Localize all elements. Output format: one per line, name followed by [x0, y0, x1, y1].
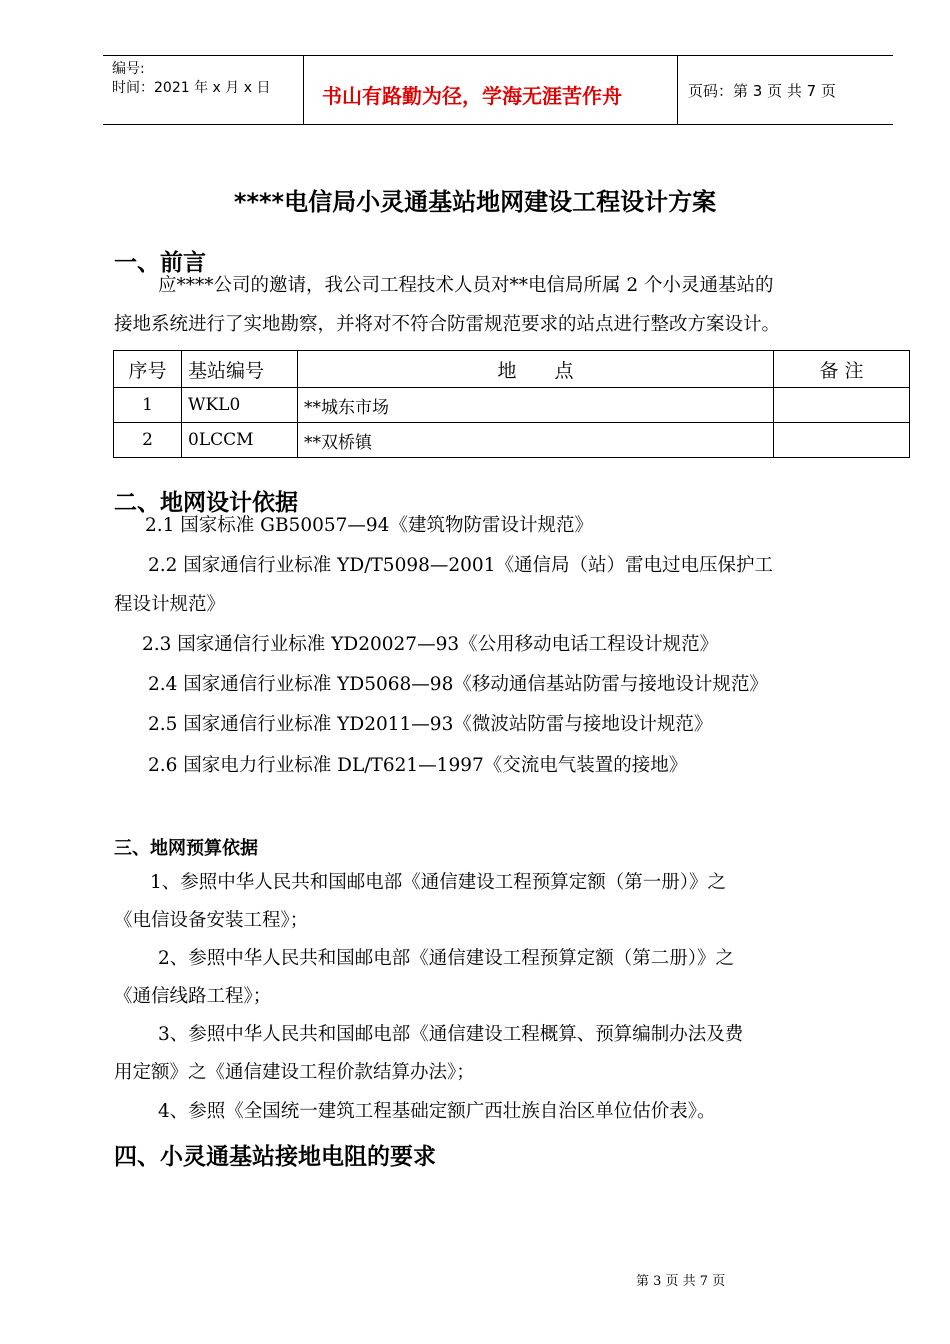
table-row — [114, 388, 910, 423]
cell-location: **双桥镇 — [298, 423, 774, 458]
col-header-station-code: 基站编号 — [182, 351, 298, 388]
cell-location: **城东市场 — [298, 388, 774, 423]
budget-basis-item: 2、参照中华人民共和国邮电部《通信建设工程预算定额（第二册）》之 — [158, 948, 735, 969]
preface-line-2: 接地系统进行了实地勘察，并将对不符合防雷规范要求的站点进行整改方案设计。 — [114, 314, 781, 335]
budget-basis-item: 3、参照中华人民共和国邮电部《通信建设工程概算、预算编制办法及费 — [158, 1024, 744, 1045]
budget-basis-item-continued: 《通信线路工程》； — [114, 986, 272, 1007]
table-row — [114, 423, 910, 458]
section-heading-preface: 一、前言 — [114, 250, 206, 276]
design-basis-item: 2.1 国家标准 GB50057—94《建筑物防雷设计规范》 — [145, 515, 593, 536]
design-basis-item: 2.5 国家通信行业标准 YD2011—93《微波站防雷与接地设计规范》 — [148, 714, 713, 735]
budget-basis-item: 1、参照中华人民共和国邮电部《通信建设工程预算定额（第一册）》之 — [150, 872, 727, 893]
section-heading-design-basis: 二、地网设计依据 — [114, 490, 298, 516]
page-number-label: 页码：第 3 页 共 7 页 — [688, 82, 836, 100]
design-basis-item: 2.4 国家通信行业标准 YD5068—98《移动通信基站防雷与接地设计规范》 — [148, 674, 768, 695]
table-header-row — [114, 351, 910, 388]
design-basis-item-continued: 程设计规范》 — [114, 594, 226, 615]
col-header-location: 地 点 — [298, 351, 774, 388]
header-top-rule — [103, 55, 893, 56]
cell-index: 1 — [114, 388, 182, 423]
budget-basis-item: 4、参照《全国统一建筑工程基础定额广西壮族自治区单位估价表》。 — [158, 1101, 716, 1122]
section-heading-grounding-resistance: 四、小灵通基站接地电阻的要求 — [114, 1144, 436, 1170]
design-basis-item: 2.6 国家电力行业标准 DL/T621—1997《交流电气装置的接地》 — [148, 755, 688, 776]
section-heading-budget-basis: 三、地网预算依据 — [114, 838, 258, 859]
design-basis-item: 2.2 国家通信行业标准 YD/T5098—2001《通信局（站）雷电过电压保护工 — [148, 555, 773, 576]
header-divider-right — [677, 55, 678, 124]
preface-line-1: 应****公司的邀请，我公司工程技术人员对**电信局所属 2 个小灵通基站的 — [158, 275, 774, 296]
document-number-label: 编号: — [112, 61, 145, 77]
budget-basis-item-continued: 《电信设备安装工程》； — [114, 910, 309, 931]
cell-station-code: WKL0 — [182, 388, 298, 423]
cell-index: 2 — [114, 423, 182, 458]
cell-station-code: 0LCCM — [182, 423, 298, 458]
budget-basis-item-continued: 用定额》之《通信建设工程价款结算办法》； — [114, 1062, 475, 1083]
design-basis-item: 2.3 国家通信行业标准 YD20027—93《公用移动电话工程设计规范》 — [142, 634, 719, 655]
cell-remarks — [774, 423, 910, 458]
document-date-label: 时间：2021 年 x 月 x 日 — [112, 80, 271, 96]
sites-table — [113, 350, 910, 458]
cell-remarks — [774, 388, 910, 423]
header-bottom-rule — [103, 124, 893, 125]
document-title: ****电信局小灵通基站地网建设工程设计方案 — [233, 188, 717, 216]
header-divider-left — [303, 55, 304, 124]
col-header-remarks: 备 注 — [774, 351, 910, 388]
col-header-index: 序号 — [114, 351, 182, 388]
header-motto: 书山有路勤为径，学海无涯苦作舟 — [322, 84, 622, 108]
footer-page-number: 第 3 页 共 7 页 — [636, 1274, 726, 1289]
